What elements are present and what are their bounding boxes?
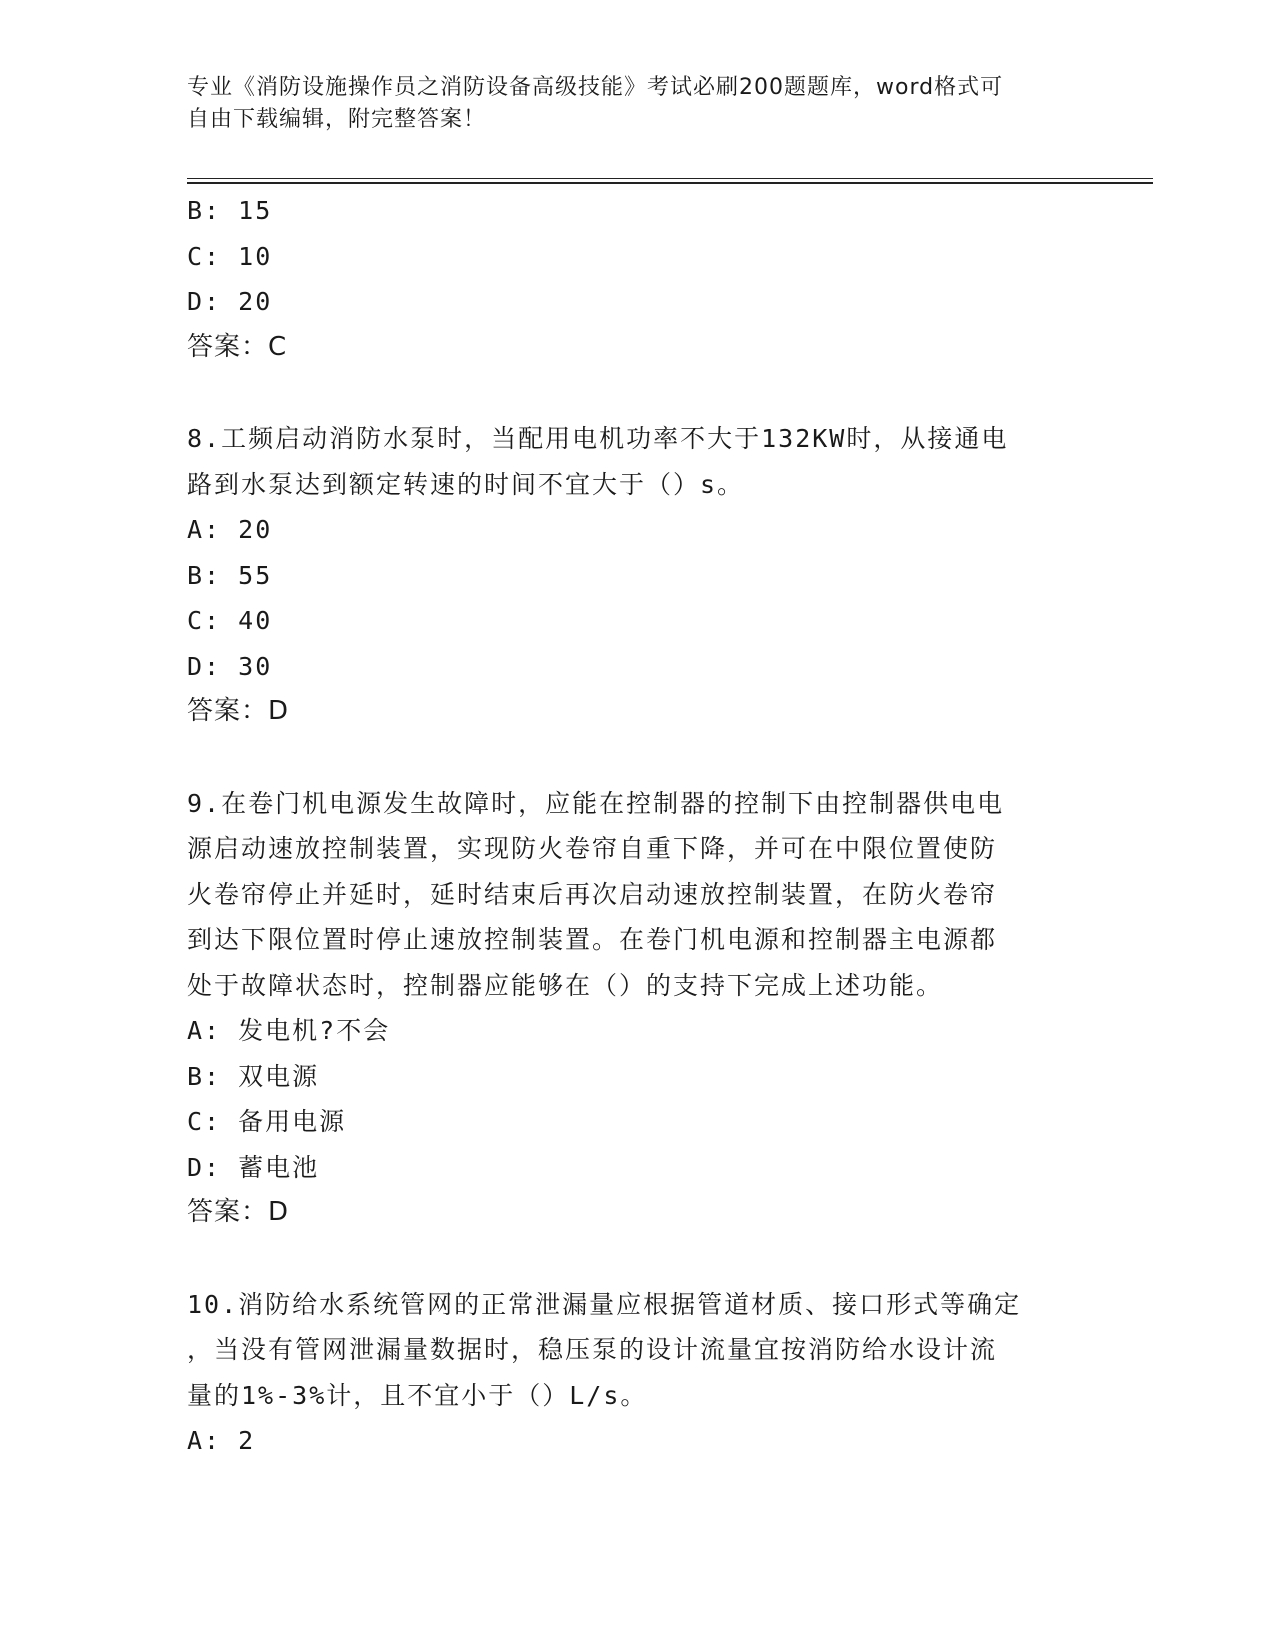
option-a: A: 发电机?不会 xyxy=(187,1016,391,1045)
option-d: D: 30 xyxy=(187,651,273,681)
question-stem-line: 8.工频启动消防水泵时，当配用电机功率不大于132KW时，从接通电 xyxy=(187,424,1009,453)
question-stem-line: 处于故障状态时，控制器应能够在（）的支持下完成上述功能。 xyxy=(187,970,944,1000)
answer: 答案：C xyxy=(187,331,288,362)
question-stem-line: 量的1%-3%计，且不宜小于（）L/s。 xyxy=(187,1380,648,1410)
answer: 答案：D xyxy=(187,1197,290,1227)
question-stem-line: 9.在卷门机电源发生故障时，应能在控制器的控制下由控制器供电电 xyxy=(187,788,1005,818)
question-8 xyxy=(187,416,1067,735)
option-d: D: 蓄电池 xyxy=(187,1152,320,1182)
option-c: C: 40 xyxy=(187,606,273,635)
option-c: C: 10 xyxy=(187,241,273,271)
header-line-2: 自由下载编辑，附完整答案！ xyxy=(187,107,487,132)
option-a: A: 2 xyxy=(187,1426,256,1455)
question-10 xyxy=(187,1282,1067,1464)
question-stem-line: 火卷帘停止并延时，延时结束后再次启动速放控制装置，在防火卷帘 xyxy=(187,879,998,909)
option-b: B: 15 xyxy=(187,196,273,225)
question-stem-line: 路到水泵达到额定转速的时间不宜大于（）s。 xyxy=(187,469,745,499)
option-c: C: 备用电源 xyxy=(187,1107,347,1136)
question-stem-line: 到达下限位置时停止速放控制装置。在卷门机电源和控制器主电源都 xyxy=(187,925,998,954)
document-header xyxy=(187,72,1067,136)
option-b: B: 55 xyxy=(187,560,273,590)
question-stem-line: 源启动速放控制装置，实现防火卷帘自重下降，并可在中限位置使防 xyxy=(187,834,998,863)
question-9 xyxy=(187,781,1067,1236)
option-a: A: 20 xyxy=(187,515,273,544)
answer: 答案：D xyxy=(187,696,290,726)
header-rule-thin xyxy=(187,178,1153,179)
question-stem-line: ，当没有管网泄漏量数据时，稳压泵的设计流量宜按消防给水设计流 xyxy=(187,1335,998,1364)
question-stem-line: 10.消防给水系统管网的正常泄漏量应根据管道材质、接口形式等确定 xyxy=(187,1289,1022,1319)
header-line-1: 专业《消防设施操作员之消防设备高级技能》考试必刷200题题库，word格式可 xyxy=(187,75,1004,100)
header-rule-thick xyxy=(187,182,1153,184)
option-b: B: 双电源 xyxy=(187,1061,320,1091)
option-d: D: 20 xyxy=(187,287,273,316)
question-content xyxy=(187,188,1067,1464)
question-7 xyxy=(187,188,1067,370)
